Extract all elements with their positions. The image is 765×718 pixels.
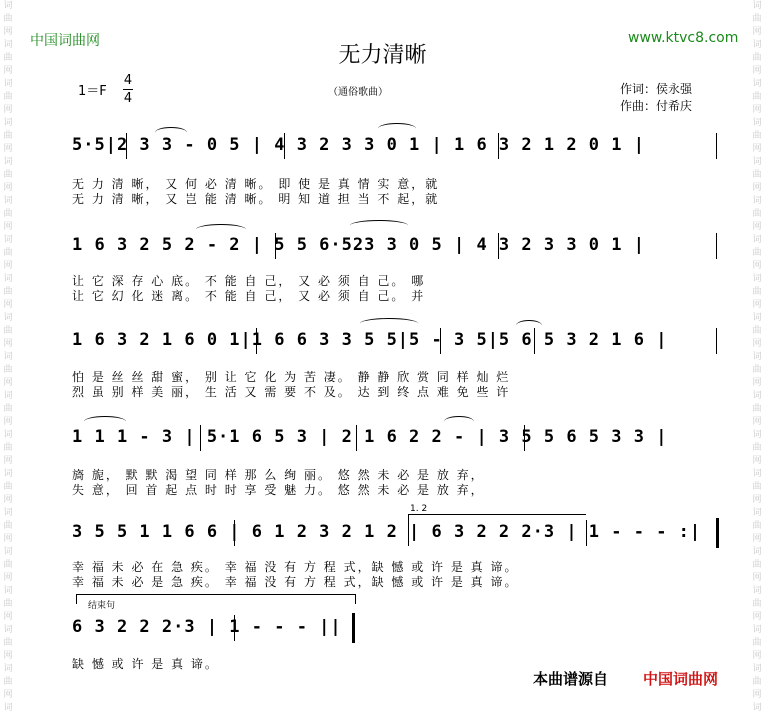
watermark-glyph: 词 xyxy=(752,586,762,596)
composer-credit: 作曲：付希庆 xyxy=(620,99,693,113)
watermark-glyph: 曲 xyxy=(3,92,13,102)
site-url-right[interactable]: www.ktvc8.com xyxy=(628,30,739,46)
watermark-glyph: 网 xyxy=(752,573,762,583)
watermark-glyph: 网 xyxy=(752,378,762,388)
watermark-glyph: 词 xyxy=(752,196,762,206)
watermark-glyph: 曲 xyxy=(752,131,762,141)
coda-bracket xyxy=(76,594,356,595)
watermark-glyph: 曲 xyxy=(752,287,762,297)
meter-top: 4 xyxy=(123,73,133,88)
source-site-link[interactable]: 中国词曲网 xyxy=(643,670,719,688)
watermark-glyph: 词 xyxy=(3,508,13,518)
bar-line xyxy=(126,133,127,159)
watermark-glyph: 曲 xyxy=(3,560,13,570)
watermark-glyph: 网 xyxy=(752,27,762,37)
bar-line xyxy=(356,425,357,451)
watermark-glyph: 词 xyxy=(752,274,762,284)
lyricist-credit: 作词：侯永强 xyxy=(620,82,693,96)
repeat-bar xyxy=(716,518,719,548)
watermark-glyph: 曲 xyxy=(752,209,762,219)
watermark-glyph: 曲 xyxy=(752,638,762,648)
watermark-glyph: 词 xyxy=(3,118,13,128)
watermark-glyph: 词 xyxy=(752,430,762,440)
watermark-glyph: 词 xyxy=(3,430,13,440)
watermark-glyph: 曲 xyxy=(752,92,762,102)
watermark-glyph: 曲 xyxy=(3,131,13,141)
tie-mark xyxy=(84,416,126,427)
bar-line xyxy=(716,233,717,259)
watermark-glyph: 词 xyxy=(3,664,13,674)
key-signature: 1＝F xyxy=(78,84,107,99)
notation-line-4: 1 1 1 - 3 | 5·1 6 5 3 | 2 1 6 2 2 - | 3 5 5 6 5 3 3 | xyxy=(72,427,668,447)
watermark-glyph: 网 xyxy=(3,612,13,622)
lyrics-verse-2: 让 它 幻 化 迷 离。 不 能 自 己， 又 必 须 自 己。 并 xyxy=(72,289,426,303)
watermark-glyph: 曲 xyxy=(3,599,13,609)
watermark-glyph: 网 xyxy=(3,27,13,37)
watermark-glyph: 网 xyxy=(752,261,762,271)
watermark-glyph: 词 xyxy=(752,547,762,557)
watermark-glyph: 网 xyxy=(3,144,13,154)
tie-mark xyxy=(196,224,246,235)
watermark-glyph: 曲 xyxy=(3,209,13,219)
tie-mark xyxy=(378,123,416,134)
watermark-glyph: 曲 xyxy=(3,53,13,63)
tie-mark xyxy=(350,220,408,231)
lyrics-verse-1: 幸 福 未 必 在 急 疾。 幸 福 没 有 方 程 式，缺 憾 或 许 是 真 谛。 xyxy=(72,560,519,574)
watermark-glyph: 网 xyxy=(752,495,762,505)
notation-line-6: 6 3 2 2 2·3 | 1 - - - || xyxy=(72,617,342,637)
watermark-glyph: 词 xyxy=(3,313,13,323)
watermark-glyph: 词 xyxy=(752,625,762,635)
watermark-glyph: 词 xyxy=(752,391,762,401)
watermark-glyph: 词 xyxy=(752,40,762,50)
watermark-glyph: 词 xyxy=(3,274,13,284)
watermark-glyph: 网 xyxy=(752,222,762,232)
watermark-glyph: 网 xyxy=(752,417,762,427)
watermark-glyph: 曲 xyxy=(752,482,762,492)
watermark-glyph: 网 xyxy=(752,651,762,661)
tie-mark xyxy=(360,318,418,329)
watermark-glyph: 词 xyxy=(3,547,13,557)
watermark-glyph: 网 xyxy=(3,105,13,115)
watermark-glyph: 网 xyxy=(752,300,762,310)
watermark-glyph: 网 xyxy=(3,573,13,583)
watermark-glyph: 网 xyxy=(3,66,13,76)
watermark-glyph: 网 xyxy=(752,339,762,349)
watermark-glyph: 曲 xyxy=(3,638,13,648)
bar-line xyxy=(408,520,409,546)
lyrics-verse-1: 无 力 清 晰， 又 何 必 清 晰。 即 使 是 真 情 实 意，就 xyxy=(72,177,440,191)
watermark-glyph: 词 xyxy=(3,196,13,206)
watermark-glyph: 曲 xyxy=(3,287,13,297)
watermark-glyph: 网 xyxy=(752,183,762,193)
watermark-glyph: 网 xyxy=(752,612,762,622)
watermark-glyph: 网 xyxy=(3,456,13,466)
coda-label: 结束句 xyxy=(88,601,116,611)
watermark-glyph: 词 xyxy=(3,235,13,245)
lyrics-verse-2: 幸 福 未 必 是 急 疾。 幸 福 没 有 方 程 式，缺 憾 或 许 是 真 谛。 xyxy=(72,575,519,589)
watermark-glyph: 词 xyxy=(3,391,13,401)
watermark-glyph: 曲 xyxy=(752,443,762,453)
watermark-glyph: 网 xyxy=(3,378,13,388)
notation-line-2: 1 6 3 2 5 2 - 2 | 5 5 6·523 3 0 5 | 4 3 2 3 3 0 1 | xyxy=(72,235,645,255)
watermark-glyph: 曲 xyxy=(3,404,13,414)
bar-line xyxy=(534,328,535,354)
watermark-glyph: 词 xyxy=(3,625,13,635)
watermark-glyph: 词 xyxy=(3,586,13,596)
tie-mark xyxy=(516,320,542,331)
watermark-glyph: 网 xyxy=(752,456,762,466)
watermark-glyph: 曲 xyxy=(752,677,762,687)
coda-bracket-edge xyxy=(355,594,356,604)
volta-bracket xyxy=(408,514,586,515)
watermark-glyph: 曲 xyxy=(3,365,13,375)
bar-line xyxy=(256,328,257,354)
bar-line xyxy=(200,425,201,451)
watermark-glyph: 网 xyxy=(752,690,762,700)
site-name-left[interactable]: 中国词曲网 xyxy=(30,33,100,49)
watermark-glyph: 网 xyxy=(3,183,13,193)
song-title: 无力清晰 xyxy=(338,43,427,68)
watermark-glyph: 网 xyxy=(3,222,13,232)
watermark-glyph: 曲 xyxy=(3,170,13,180)
meter-bottom: 4 xyxy=(123,91,133,106)
time-signature xyxy=(123,72,133,107)
watermark-glyph: 词 xyxy=(752,79,762,89)
coda-bracket-edge xyxy=(76,594,77,604)
bar-line xyxy=(275,233,276,259)
watermark-glyph: 词 xyxy=(752,703,762,713)
genre-label: （通俗歌曲） xyxy=(328,87,388,98)
lyrics-verse-1: 旖 旎， 默 默 渴 望 同 样 那 么 绚 丽。 悠 然 未 必 是 放 弃， xyxy=(72,468,485,482)
watermark-glyph: 曲 xyxy=(752,365,762,375)
watermark-glyph: 网 xyxy=(3,417,13,427)
watermark-glyph: 网 xyxy=(752,105,762,115)
watermark-glyph: 曲 xyxy=(752,53,762,63)
watermark-glyph: 曲 xyxy=(3,443,13,453)
watermark-glyph: 词 xyxy=(752,664,762,674)
watermark-glyph: 网 xyxy=(3,534,13,544)
watermark-glyph: 曲 xyxy=(3,14,13,24)
watermark-glyph: 网 xyxy=(752,66,762,76)
watermark-glyph: 词 xyxy=(752,313,762,323)
watermark-glyph: 曲 xyxy=(752,326,762,336)
tie-mark xyxy=(155,127,187,138)
watermark-glyph: 曲 xyxy=(3,248,13,258)
bar-line xyxy=(440,328,441,354)
source-label: 本曲谱源自 xyxy=(533,670,609,688)
lyrics-verse-2: 失 意， 回 首 起 点 时 时 享 受 魅 力。 悠 然 未 必 是 放 弃， xyxy=(72,483,485,497)
watermark-glyph: 曲 xyxy=(3,677,13,687)
notation-line-3: 1 6 3 2 1 6 0 1|1 6 6 3 3 5 5|5 - 3 5|5 6 5 3 2 1 6 | xyxy=(72,330,668,350)
watermark-glyph: 词 xyxy=(752,235,762,245)
volta-bracket-label: 1. 2 xyxy=(410,504,428,514)
bar-line xyxy=(524,425,525,451)
watermark-glyph: 曲 xyxy=(3,521,13,531)
watermark-glyph: 词 xyxy=(752,469,762,479)
watermark-glyph: 词 xyxy=(752,508,762,518)
watermark-glyph: 网 xyxy=(3,690,13,700)
watermark-glyph: 曲 xyxy=(3,326,13,336)
watermark-glyph: 网 xyxy=(752,144,762,154)
watermark-glyph: 曲 xyxy=(752,560,762,570)
bar-line xyxy=(586,520,587,546)
watermark-glyph: 词 xyxy=(3,40,13,50)
watermark-glyph: 曲 xyxy=(752,521,762,531)
watermark-glyph: 网 xyxy=(3,339,13,349)
watermark-glyph: 词 xyxy=(752,1,762,11)
watermark-glyph: 曲 xyxy=(752,599,762,609)
watermark-glyph: 词 xyxy=(3,157,13,167)
lyrics-verse-2: 烈 虽 别 样 美 丽， 生 活 又 需 要 不 及。 达 到 终 点 难 免 些 许 xyxy=(72,385,511,399)
tie-mark xyxy=(444,416,474,427)
meter-line xyxy=(123,89,133,90)
watermark-glyph: 词 xyxy=(752,352,762,362)
bar-line xyxy=(716,328,717,354)
bar-line xyxy=(234,520,235,546)
watermark-glyph: 网 xyxy=(3,300,13,310)
bar-line xyxy=(716,133,717,159)
watermark-glyph: 词 xyxy=(752,157,762,167)
watermark-glyph: 词 xyxy=(3,469,13,479)
bar-line xyxy=(234,615,235,641)
watermark-glyph: 曲 xyxy=(752,170,762,180)
watermark-glyph: 曲 xyxy=(752,14,762,24)
lyrics-verse-1: 让 它 深 存 心 底。 不 能 自 己， 又 必 须 自 己。 哪 xyxy=(72,274,426,288)
bar-line xyxy=(498,233,499,259)
watermark-glyph: 词 xyxy=(3,79,13,89)
watermark-glyph: 词 xyxy=(3,1,13,11)
watermark-glyph: 词 xyxy=(3,352,13,362)
lyrics-verse-2: 无 力 清 晰， 又 岂 能 清 晰。 明 知 道 担 当 不 起，就 xyxy=(72,192,440,206)
watermark-glyph: 网 xyxy=(3,495,13,505)
watermark-glyph: 网 xyxy=(3,651,13,661)
watermark-glyph: 网 xyxy=(752,534,762,544)
watermark-glyph: 曲 xyxy=(752,248,762,258)
left-watermark-strip xyxy=(1,0,15,718)
lyrics-coda: 缺 憾 或 许 是 真 谛。 xyxy=(72,657,219,671)
watermark-glyph: 网 xyxy=(3,261,13,271)
notation-line-5: 3 5 5 1 1 6 6 | 6 1 2 3 2 1 2 | 6 3 2 2 2·3 | 1 - - - :| xyxy=(72,522,702,542)
watermark-glyph: 词 xyxy=(752,118,762,128)
watermark-glyph: 曲 xyxy=(752,404,762,414)
right-watermark-strip xyxy=(750,0,764,718)
watermark-glyph: 词 xyxy=(3,703,13,713)
lyrics-verse-1: 怕 是 丝 丝 甜 蜜， 别 让 它 化 为 苦 凄。 静 静 欣 赏 同 样 灿 烂 xyxy=(72,370,511,384)
bar-line xyxy=(284,133,285,159)
watermark-glyph: 曲 xyxy=(3,482,13,492)
notation-line-1: 5·5|2 3 3 - 0 5 | 4 3 2 3 3 0 1 | 1 6 3 2 1 2 0 1 | xyxy=(72,135,645,155)
bar-line xyxy=(498,133,499,159)
final-bar xyxy=(352,613,355,643)
